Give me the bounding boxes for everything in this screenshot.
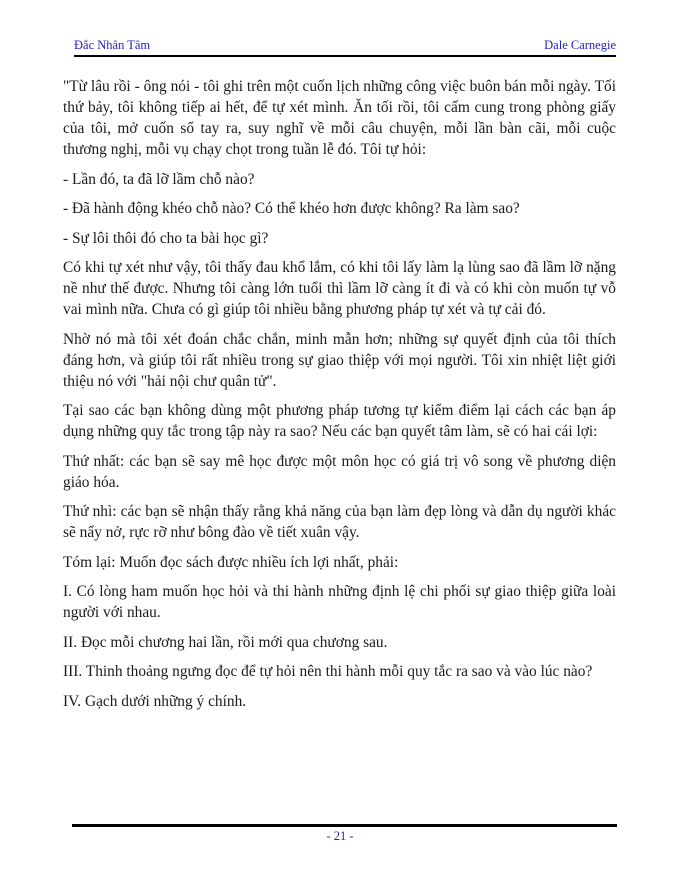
header-rule: [74, 55, 616, 57]
paragraph: Tóm lại: Muốn đọc sách được nhiều ích lợi nhất, phải:: [63, 553, 399, 571]
paragraph: III. Thinh thoảng ngưng đọc để tự hỏi nên thi hành mỗi quy tắc ra sao và vào lúc nào?: [63, 663, 593, 680]
page-number: - 21 -: [326, 829, 354, 843]
paragraph: I. Có lòng ham muốn học hỏi và thi hành những định lệ chi phối sự giao thiệp giữa loài người với nhau.: [63, 583, 616, 621]
paragraph: - Lần đó, ta đã lỡ lầm chỗ nào?: [63, 170, 255, 188]
footer-rule: [72, 824, 617, 827]
header-author: Dale Carnegie: [544, 38, 616, 52]
paragraph: II. Đọc mỗi chương hai lần, rồi mới qua chương sau.: [63, 633, 388, 651]
paragraph: "Từ lâu rồi - ông nói - tôi ghi trên một cuốn lịch những công việc buôn bán mỗi ngày. Tối thứ bảy, tôi không tiếp ai hết, để tự xét mình. Ăn tối rồi, tôi cấm cung trong phòng giấy của tôi, mở cuốn sổ tay ra, suy nghĩ về mỗi câu chuyện, mỗi lần bàn cãi, mỗi cuộc thương nghị, mỗi vụ chạy chọt trong tuần lễ đó. Tôi tự hỏi:: [63, 78, 616, 158]
paragraph: Thứ nhì: các bạn sẽ nhận thấy rằng khả năng của bạn làm đẹp lòng và dẫn dụ người khác sẽ nẩy nở, rực rỡ như bông đào về tiết xuân vậy.: [63, 503, 616, 541]
paragraph: Thứ nhất: các bạn sẽ say mê học được một môn học có giá trị vô song về phương diện giáo hóa.: [63, 452, 616, 491]
paragraph: - Sự lôi thôi đó cho ta bài học gì?: [63, 229, 269, 247]
paragraph: IV. Gạch dưới những ý chính.: [63, 692, 247, 710]
paragraph: Nhờ nó mà tôi xét đoán chắc chắn, minh mẫn hơn; những sự quyết định của tôi thích đáng hơn, và giúp tôi rất nhiều trong sự giao thiệp với mọi người. Tôi xin nhiệt liệt giới thiệu nó với "hải nội chư quân tử".: [63, 330, 616, 390]
paragraph: Tại sao các bạn không dùng một phương pháp tương tự kiểm điểm lại cách các bạn áp dụng những quy tắc trong tập này ra sao? Nếu các bạn quyết tâm làm, sẽ có hai cái lợi:: [63, 402, 616, 440]
page-footer: [0, 829, 680, 844]
header-book-title: Đắc Nhân Tâm: [74, 38, 151, 52]
page-header: [74, 38, 616, 53]
body-text: [63, 76, 616, 712]
paragraph: Có khi tự xét như vậy, tôi thấy đau khổ lắm, có khi tôi lấy làm lạ lùng sao đã lầm lỡ nặng nề như thế được. Nhưng tôi càng lớn tuổi thì lầm lỡ càng ít đi và có khi còn muốn tự vỗ vai mình nữa. Chưa có gì giúp tôi nhiều bằng phương pháp tự xét và tự cải đó.: [63, 259, 616, 318]
paragraph: - Đã hành động khéo chỗ nào? Có thể khéo hơn được không? Ra làm sao?: [63, 200, 520, 217]
